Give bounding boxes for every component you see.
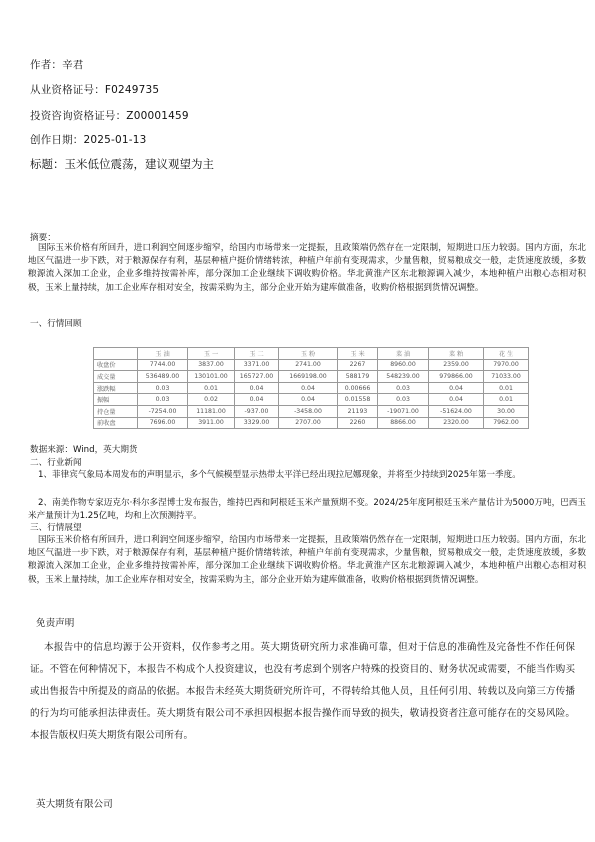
table-header-row [94, 348, 529, 360]
author-line: 作者：辛君 [30, 59, 84, 71]
table-header-cell: 花 生 [484, 348, 529, 360]
table-cell: 0.00666 [338, 382, 378, 394]
table-cell: 0.04 [235, 382, 279, 394]
row-label: 成交量 [94, 371, 138, 383]
footer-company: 英大期货有限公司 [36, 799, 113, 810]
table-cell: 3329.00 [235, 417, 279, 429]
table-row [94, 394, 529, 406]
table-cell: 0.01558 [338, 394, 378, 406]
table-cell: 2267 [338, 359, 378, 371]
table-cell: 0.03 [378, 382, 429, 394]
row-label: 振幅 [94, 394, 138, 406]
table-cell: 165727.00 [235, 371, 279, 383]
data-source: 数据来源：Wind，英大期货 [30, 445, 138, 455]
table-cell: 3911.00 [188, 417, 235, 429]
table-cell: 0.04 [235, 394, 279, 406]
report-title: 标题：玉米低位震荡，建议观望为主 [30, 157, 214, 171]
table-cell: 3837.00 [188, 359, 235, 371]
table-header-cell: 玉 二 [235, 348, 279, 360]
summary-heading: 摘要： [30, 233, 56, 243]
table-row [94, 417, 529, 429]
table-header-cell: 菜 粕 [429, 348, 484, 360]
table-cell: 2741.00 [279, 359, 338, 371]
table-row [94, 405, 529, 417]
table-cell: 11181.00 [188, 405, 235, 417]
row-label: 前收盘 [94, 417, 138, 429]
section3-heading: 三、行情展望 [30, 523, 82, 533]
table-cell: -19071.00 [378, 405, 429, 417]
table-header-cell: 玉 粉 [279, 348, 338, 360]
news-item-2: 2、南美作物专家迈克尔·科尔多涅博士发布报告，维持巴西和阿根廷玉米产量预期不变。2024/25年度阿根廷玉米产量估计为5000万吨，巴西玉米产量预计为1.25亿吨，均和上次预测持平。 [28, 498, 586, 522]
table-cell: -7254.00 [138, 405, 188, 417]
news-item-1: 1、菲律宾气象局本周发布的声明显示，多个气候模型显示热带太平洋已经出现拉尼娜现象，并将至少持续到2025年第一季度。 [38, 470, 521, 480]
summary-text: 国际玉米价格有所回升，进口利润空间逐步缩窄，给国内市场带来一定提振，且政策端仍然存在一定限制，短期进口压力较弱。国内方面，东北地区气温进一步下跌，对于粮源保存有利，基层种植户挺价情绪转浓，种植户年前有变现需求，少量售粮，贸易粮成交一般，走货速度放缓，多数粮源流入深加工企业，企业多维持按需补库，部分深加工企业继续下调收购价格。华北黄淮产区东北粮源调入减少，本地种植户出粮心态相对积极，玉米上量持续，加工企业库存相对安全，按需采购为主，部分企业开始为建库做准备，收购价格根据到货情况调整。 [28, 243, 586, 293]
table-cell: 71033.00 [484, 371, 529, 383]
row-label: 收盘价 [94, 359, 138, 371]
table-cell: 588179 [338, 371, 378, 383]
table-cell: 130101.00 [188, 371, 235, 383]
table-row [94, 382, 529, 394]
table-cell: -51624.00 [429, 405, 484, 417]
table-cell: 0.04 [429, 382, 484, 394]
row-label: 持仓量 [94, 405, 138, 417]
table-cell: 30.00 [484, 405, 529, 417]
table-cell: 536489.00 [138, 371, 188, 383]
table-header-cell: 玉 油 [138, 348, 188, 360]
table-cell: 0.04 [429, 394, 484, 406]
advisor-license-line: 投资咨询资格证号：Z00001459 [30, 110, 189, 122]
table-cell: 7970.00 [484, 359, 529, 371]
disclaimer-heading: 免责声明 [36, 618, 75, 629]
table-cell: 7744.00 [138, 359, 188, 371]
table-cell: 21193 [338, 405, 378, 417]
table-cell: 0.01 [484, 382, 529, 394]
table-cell: 0.04 [279, 394, 338, 406]
table-header-cell: 玉 米 [338, 348, 378, 360]
table-cell: 0.03 [138, 382, 188, 394]
section1-heading: 一、行情回顾 [30, 319, 82, 329]
table-header-cell: 玉 一 [188, 348, 235, 360]
table-cell: 2260 [338, 417, 378, 429]
table-cell: -3458.00 [279, 405, 338, 417]
table-cell: 8960.00 [378, 359, 429, 371]
table-cell: 548239.00 [378, 371, 429, 383]
table-row [94, 359, 529, 371]
table-row [94, 371, 529, 383]
table-cell: 979866.00 [429, 371, 484, 383]
section2-heading: 二、行业新闻 [30, 458, 82, 468]
table-cell: 8866.00 [378, 417, 429, 429]
table-header-cell: 菜 油 [378, 348, 429, 360]
outlook-text: 国际玉米价格有所回升，进口利润空间逐步缩窄，给国内市场带来一定提振，且政策端仍然存在一定限制，短期进口压力较弱。国内方面，东北地区气温进一步下跌，对于粮源保存有利，基层种植户挺价情绪转浓，种植户年前有变现需求，少量售粮，贸易粮成交一般，走货速度放缓，多数粮源流入深加工企业，企业多维持按需补库，部分深加工企业继续下调收购价格。华北黄淮产区东北粮源调入减少，本地种植户出粮心态相对积极，玉米上量持续，加工企业库存相对安全，按需采购为主，部分企业开始为建库做准备，收购价格根据到货情况调整。 [28, 535, 586, 585]
quote-table [93, 347, 529, 429]
disclaimer-text: 本报告中的信息均源于公开资料，仅作参考之用。英大期货研究所力求准确可靠，但对于信息的准确性及完备性不作任何保证。不管在何种情况下，本报告不构成个人投资建议，也没有考虑到个别客户特殊的投资目的、财务状况或需要，不能当作购买或出售报告中所提及的商品的依据。本报告未经英大期货研究所许可，不得转给其他人员，且任何引用、转载以及向第三方传播的行为均可能承担法律责任。英大期货有限公司不承担因根据本报告操作而导致的损失，敬请投资者注意可能存在的交易风险。本报告版权归英大期货有限公司所有。 [30, 642, 575, 741]
table-cell: 2320.00 [429, 417, 484, 429]
table-cell: 7962.00 [484, 417, 529, 429]
table-cell: -937.00 [235, 405, 279, 417]
table-cell: 2707.00 [279, 417, 338, 429]
table-cell: 0.01 [484, 394, 529, 406]
table-cell: 2359.00 [429, 359, 484, 371]
table-header-cell [94, 348, 138, 360]
table-cell: 1669198.00 [279, 371, 338, 383]
date-line: 创作日期：2025-01-13 [30, 134, 147, 146]
table-cell: 3371.00 [235, 359, 279, 371]
table-cell: 7696.00 [138, 417, 188, 429]
table-cell: 0.04 [279, 382, 338, 394]
table-cell: 0.01 [188, 382, 235, 394]
table-cell: 0.02 [188, 394, 235, 406]
table-cell: 0.03 [138, 394, 188, 406]
row-label: 涨跌幅 [94, 382, 138, 394]
table-cell: 0.03 [378, 394, 429, 406]
license-line: 从业资格证号：F0249735 [30, 84, 160, 96]
